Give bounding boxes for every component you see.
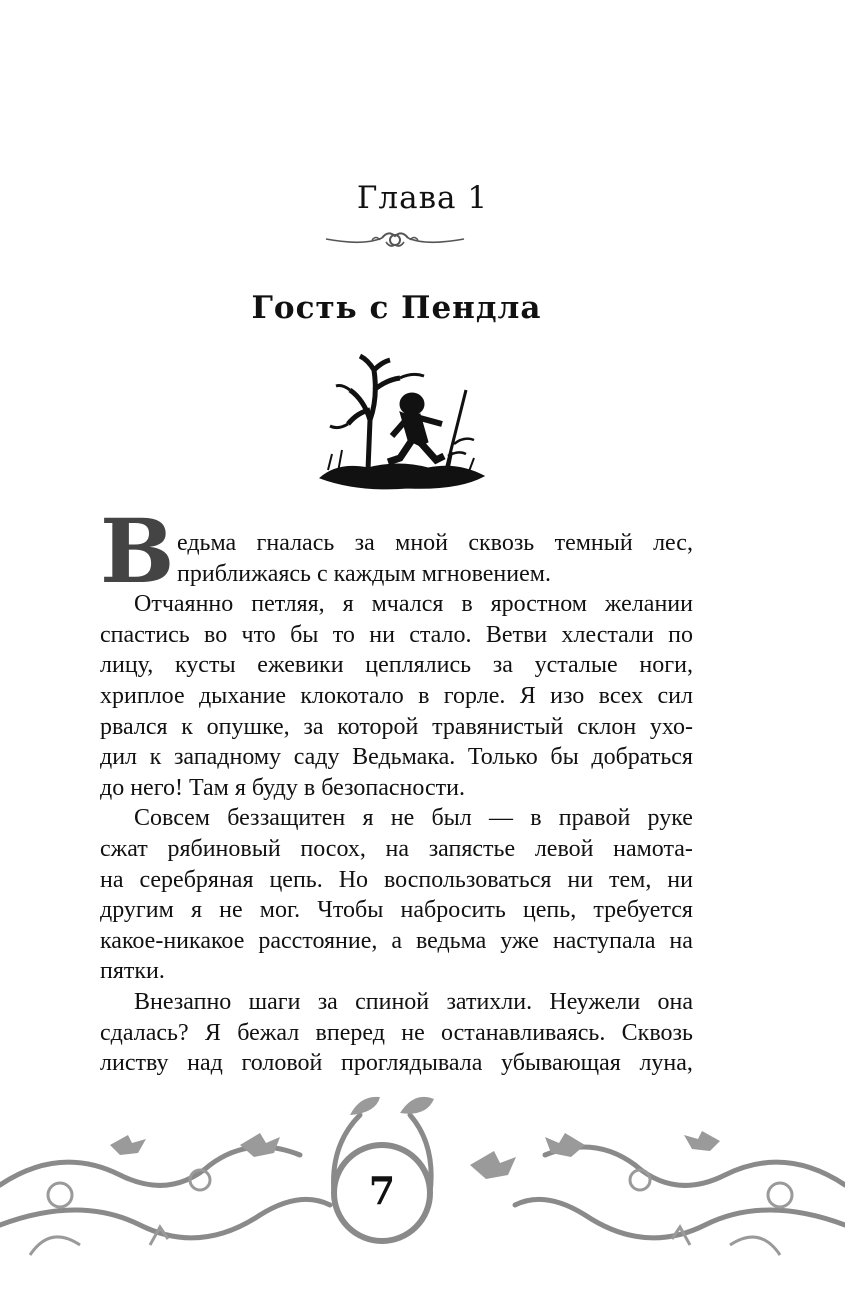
chapter-title: Гость с Пендла	[251, 290, 542, 326]
text-line: на серебряная цепь. Но воспользоваться ни тем, ни	[100, 866, 693, 893]
body-text	[100, 528, 693, 1079]
footer-vine-ornament-icon	[0, 1085, 845, 1312]
text-line: какое-никакое расстояние, а ведьма уже наступала на	[100, 927, 693, 954]
chapter-label: Глава 1	[356, 180, 489, 216]
text-line: другим я не мог. Чтобы набросить цепь, требуется	[100, 897, 693, 924]
flourish-ornament-icon	[324, 226, 466, 252]
text-line: дил к западному саду Ведьмака. Только бы добраться	[100, 744, 693, 771]
text-line: хриплое дыхание клокотало в горле. Я изо всех сил	[100, 682, 693, 709]
text-line: Отчаянно петляя, я мчался в яростном желании	[134, 591, 693, 618]
text-line: сжат рябиновый посох, на запястье левой намота-	[100, 835, 693, 862]
text-line: едьма гналась за мной сквозь темный лес,	[177, 530, 693, 556]
text-line: приближаясь с каждым мгновением.	[177, 560, 551, 587]
boy-running-silhouette-icon	[308, 350, 490, 500]
drop-cap: В	[100, 499, 175, 603]
text-line: до него! Там я буду в безопасности.	[100, 774, 465, 801]
text-line: сдалась? Я бежал вперед не останавливаясь. Сквозь	[100, 1019, 693, 1046]
text-line: спастись во что бы то ни стало. Ветви хлестали по	[100, 621, 693, 648]
text-line: рвался к опушке, за которой травянистый склон ухо-	[100, 713, 693, 740]
text-line: Внезапно шаги за спиной затихли. Неужели она	[134, 988, 693, 1015]
text-line: пятки.	[100, 958, 165, 985]
page-number: 7	[368, 1168, 396, 1213]
text-line: листву над головой проглядывала убывающая луна,	[100, 1050, 693, 1077]
text-line: лицу, кусты ежевики цеплялись за усталые ноги,	[100, 652, 693, 679]
text-line: Совсем беззащитен я не был — в правой руке	[134, 805, 693, 832]
